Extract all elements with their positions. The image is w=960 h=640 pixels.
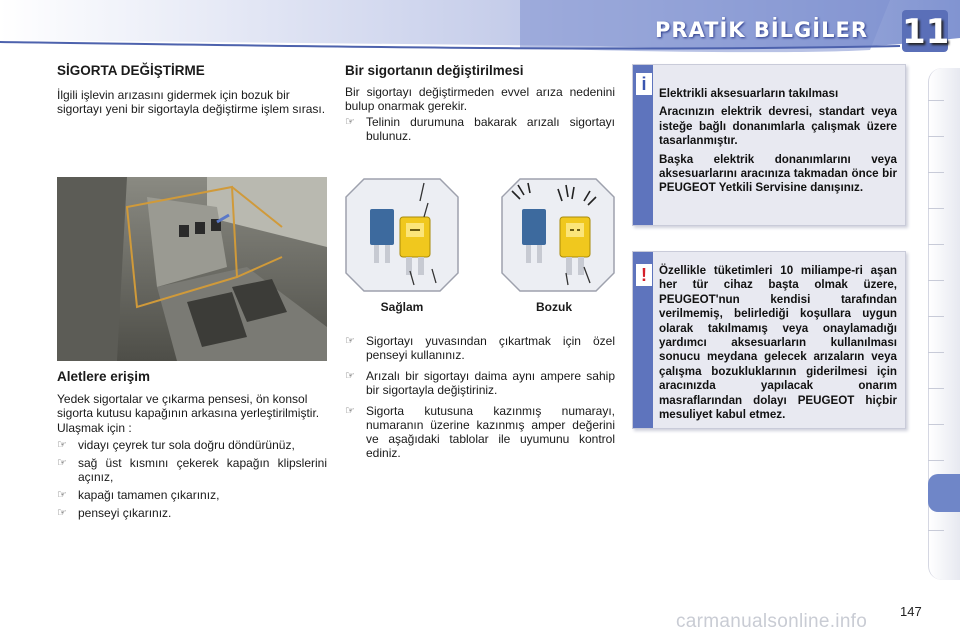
- section-fuse-change: [57, 63, 327, 116]
- finger-pointer-icon: ☞: [57, 439, 67, 451]
- fuse-good-label: Sağlam: [380, 300, 424, 314]
- info-box-electrical-accessories: [632, 64, 906, 226]
- finger-pointer-icon: ☞: [57, 489, 67, 501]
- section-fuse-replacement: [345, 63, 615, 143]
- list-item: ☞ Arızalı bir sigortayı daima aynı ampere sahip bir sigortayla değiştiriniz.: [345, 369, 615, 397]
- list-item: ☞ Sigortayı yuvasından çıkartmak için özel penseyi kullanınız.: [345, 334, 615, 362]
- side-tab-divider: [928, 424, 944, 425]
- info-box-paragraph: Başka elektrik donanımlarını veya aksesuarlarını aracınıza takmadan önce bir PEUGEOT Yetkili Servisine danışınız.: [659, 152, 897, 195]
- info-box-paragraph: Aracınızın elektrik devresi, standart veya isteğe bağlı donanımlarla çalışmak üzere tasarlanmıştır.: [659, 105, 897, 148]
- list-item: ☞ Telinin durumuna bakarak arızalı sigortayı bulunuz.: [345, 115, 615, 143]
- finger-pointer-icon: ☞: [345, 116, 355, 128]
- section-tool-access: [57, 369, 327, 520]
- side-tab-divider: [928, 244, 944, 245]
- finger-pointer-icon: ☞: [345, 335, 355, 347]
- finger-pointer-icon: ☞: [345, 405, 355, 417]
- side-tab-divider: [928, 460, 944, 461]
- fuse-good-illustration: [344, 177, 460, 293]
- section-title: SİGORTA DEĞİŞTİRME: [57, 63, 205, 78]
- fuse-bad-label: Bozuk: [536, 300, 572, 314]
- reach-text: Ulaşmak için :: [57, 421, 132, 435]
- finger-pointer-icon: ☞: [345, 370, 355, 382]
- side-tab-divider: [928, 208, 944, 209]
- side-tab-divider: [928, 352, 944, 353]
- warning-box-liability: [632, 251, 906, 429]
- side-tab-divider: [928, 316, 944, 317]
- access-title: Aletlere erişim: [57, 369, 151, 384]
- section-title: Bir sigortanın değiştirilmesi: [345, 63, 524, 78]
- fuse-box-location-photo: [57, 177, 327, 361]
- list-item: ☞ kapağı tamamen çıkarınız,: [57, 488, 220, 502]
- watermark: carmanualsonline.info: [676, 611, 868, 632]
- side-tab-divider: [928, 388, 944, 389]
- side-tab-active[interactable]: [928, 474, 960, 512]
- chapter-number: 11: [902, 12, 950, 52]
- page-number: 147: [900, 604, 922, 619]
- list-item: ☞ Sigorta kutusuna kazınmış numarayı, numaranın üzerine kazınmış amper değerini ve aşağıdaki tablolar ile uyumunu kontrol ediniz.: [345, 404, 615, 460]
- list-item: ☞ vidayı çeyrek tur sola doğru döndürünüz,: [57, 438, 295, 452]
- side-tab-divider: [928, 100, 944, 101]
- finger-pointer-icon: ☞: [57, 457, 67, 469]
- info-icon: i: [636, 73, 652, 95]
- list-item: ☞ sağ üst kısmını çekerek kapağın klipslerini açınız,: [57, 456, 327, 484]
- side-tab-divider: [928, 136, 944, 137]
- warning-box-text: Özellikle tüketimleri 10 miliampe-ri aşan her tür cihaz başta olmak üzere, PEUGEOT'nun kendisi tarafından verilmemiş, belirlediği koşullara uygun olarak takılmamış veya onaylamadığı yardımcı aksesuarların kullanılması sonucu meydana gelecek arızaların veya çalışma bozukluklarının giderilmesi için aracınızda yapılacak onarım masraflarından dolayı PEUGEOT hiçbir mesuliyet kabul etmez.: [659, 264, 897, 422]
- list-item: ☞ penseyi çıkarınız.: [57, 506, 172, 520]
- finger-pointer-icon: ☞: [57, 507, 67, 519]
- fuse-bad-illustration: [500, 177, 616, 293]
- intro-text: Bir sigortayı değiştirmeden evvel arıza nedenini bulup onarmak gerekir.: [345, 85, 615, 113]
- info-box-title: Elektrikli aksesuarların takılması: [659, 87, 839, 100]
- access-text: Yedek sigortalar ve çıkarma pensesi, ön konsol sigorta kutusu kapağının arkasına yerleştirilmiştir.: [57, 392, 320, 420]
- side-tab-divider: [928, 172, 944, 173]
- fuse-instructions: [345, 334, 615, 460]
- info-box-content: [659, 87, 897, 196]
- intro-text: İlgili işlevin arızasını gidermek için bozuk bir sigortayı yeni bir sigortayla değiştirme işlem sırası.: [57, 88, 326, 116]
- side-tab-divider: [928, 530, 944, 531]
- chapter-title: PRATİK BİLGİLER: [654, 18, 868, 42]
- side-tab-divider: [928, 280, 944, 281]
- warning-icon: !: [636, 264, 652, 286]
